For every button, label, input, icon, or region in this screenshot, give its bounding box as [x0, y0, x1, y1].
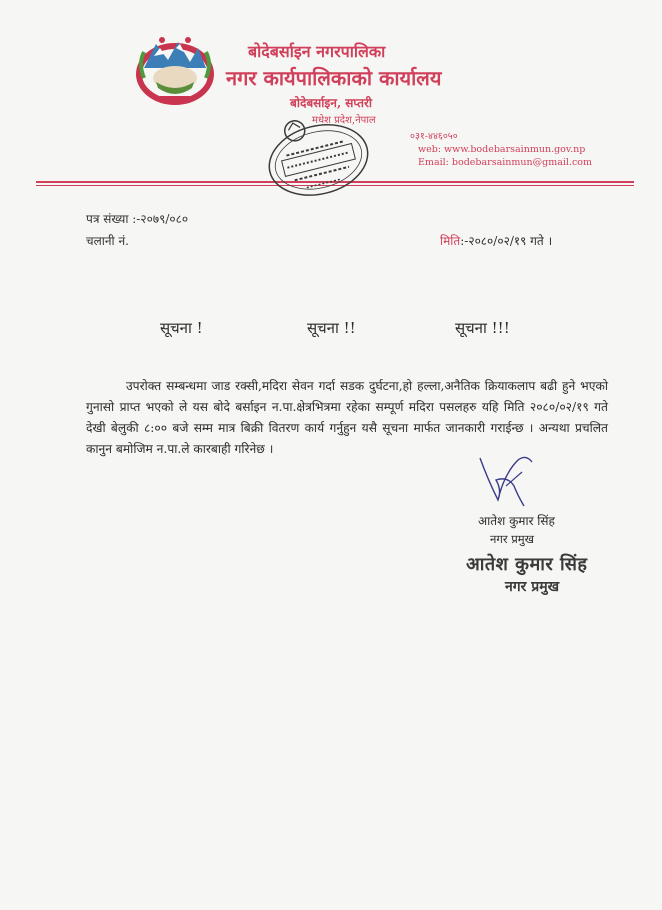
date-value: :-२०८०/०२/१९ गते । [460, 234, 553, 248]
letter-number: पत्र संख्या :-२०७९/०८० [86, 212, 189, 226]
municipality-name: बोदेबर्साइन नगरपालिका [248, 42, 386, 61]
website-link[interactable]: web: www.bodebarsainmun.gov.np [418, 144, 586, 155]
email-link[interactable]: Email: bodebarsainmun@gmail.com [418, 157, 593, 168]
notice-heading: सूचना !! [307, 319, 356, 337]
name-stamp: आतेश कुमार सिंह [466, 554, 588, 575]
municipality-emblem-icon [134, 34, 216, 106]
office-province: मधेश प्रदेश,नेपाल [312, 115, 376, 126]
notice-body: उपरोक्त सम्बन्धमा जाड रक्सी,मदिरा सेवन गर्दा सडक दुर्घटना,हो हल्ला,अनैतिक क्रियाकलाप बढी हुने भएको गुनासो प्राप्त भएको ले यस बोदे बर्साइन न.पा.क्षेत्रभित्रमा रहेका सम्पूर्ण मदिरा पसलहरु यहि मिति २०८०/०२/१९ गते देखी बेलुकी ८:०० बजे सम्म मात्र बिक्री वितरण कार्य गर्नुहुन यसै सूचना मार्फत जानकारी गराईन्छ । अन्यथा प्रचलित कानुन बमोजिम न.पा.ले कारबाही गरिनेछ । [86, 379, 608, 456]
dispatch-number: चलानी नं. [86, 234, 129, 248]
date-label: मिति [440, 234, 461, 248]
official-seal-stamp [262, 108, 374, 208]
handwritten-signature [474, 450, 544, 510]
office-address: बोदेबर्साइन, सप्तरी [290, 96, 372, 110]
phone-number: ०३१-४४६०५० [410, 131, 458, 142]
contact-block [410, 130, 593, 169]
office-name: नगर कार्यपालिकाको कार्यालय [226, 66, 442, 90]
notice-heading: सूचना !!! [455, 319, 510, 337]
title-stamp: नगर प्रमुख [505, 579, 560, 595]
letter-date [440, 232, 552, 249]
signatory-name: आतेश कुमार सिंह [478, 514, 555, 528]
signatory-title: नगर प्रमुख [490, 532, 535, 546]
notice-heading: सूचना ! [160, 319, 203, 337]
